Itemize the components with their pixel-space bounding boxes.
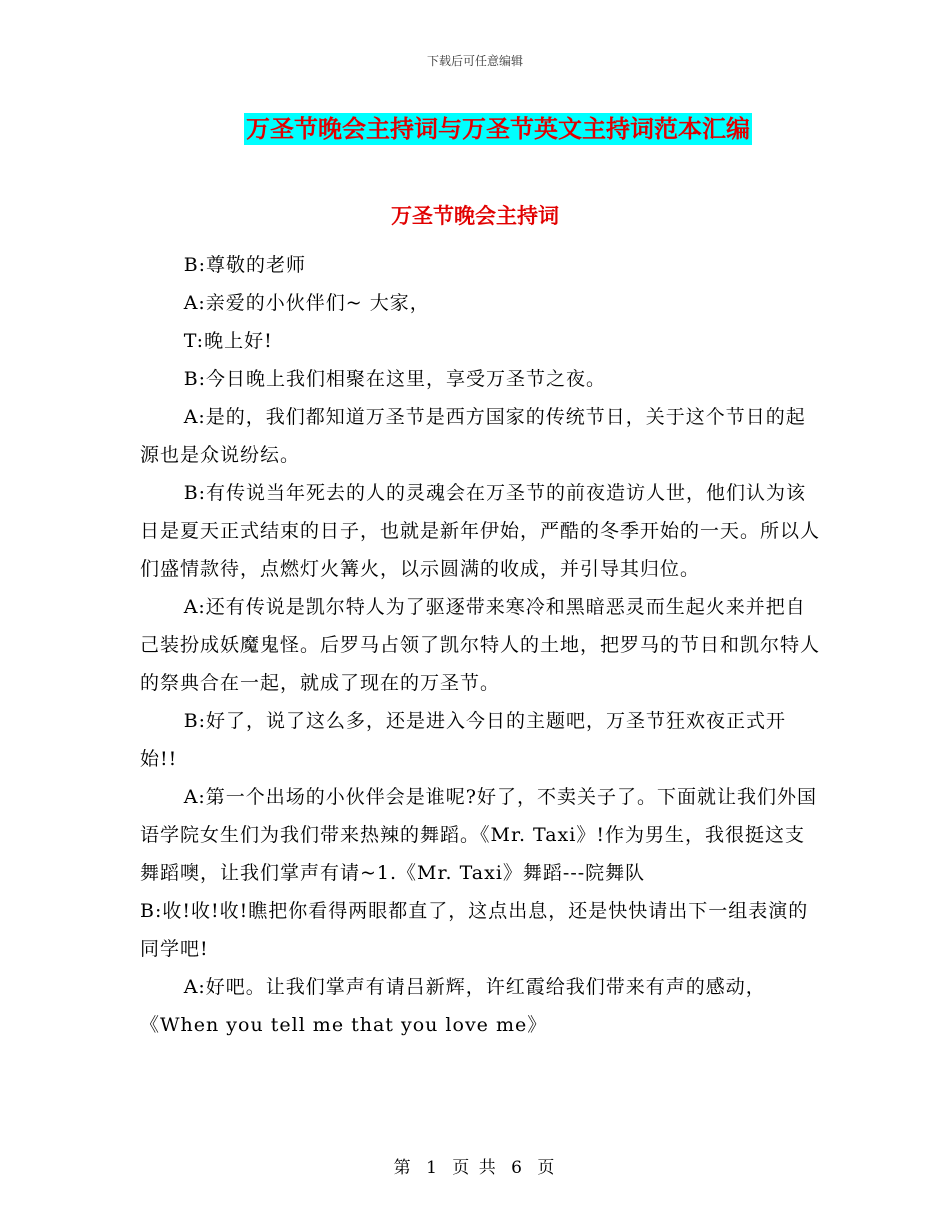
paragraph: A:还有传说是凯尔特人为了驱逐带来寒冷和黑暗恶灵而生起火来并把自己装扮成妖魔鬼怪。后罗马占领了凯尔特人的土地，把罗马的节日和凯尔特人的祭典合在一起，就成了现在的万圣节。 <box>140 596 821 694</box>
footer-suffix: 页 <box>537 1158 557 1178</box>
footer-prefix: 第 <box>393 1158 413 1178</box>
paragraph: T:晚上好! <box>183 330 273 352</box>
paragraph: A:是的，我们都知道万圣节是西方国家的传统节日，关于这个节日的起源也是众说纷纭。 <box>140 406 806 466</box>
header-note: 下载后可任意编辑 <box>426 54 523 68</box>
section-title: 万圣节晚会主持词 <box>391 203 559 228</box>
paragraph: B:好了，说了这么多，还是进入今日的主题吧，万圣节狂欢夜正式开始!! <box>140 710 787 770</box>
footer-page-number: 1 <box>426 1158 439 1178</box>
footer-mid: 页 共 <box>452 1158 498 1178</box>
page-footer <box>0 1153 950 1178</box>
paragraph: B:有传说当年死去的人的灵魂会在万圣节的前夜造访人世，他们认为该日是夏天正式结束的日子，也就是新年伊始，严酷的冬季开始的一天。所以人们盛情款待，点燃灯火篝火，以示圆满的收成，并引导其归位。 <box>140 482 821 580</box>
document-title-text: 万圣节晚会主持词与万圣节英文主持词范本汇编 <box>246 114 750 143</box>
footer-total-pages: 6 <box>511 1158 524 1178</box>
paragraph: A:亲爱的小伙伴们~ 大家， <box>183 292 430 314</box>
paragraph: A:好吧。让我们掌声有请吕新辉，许红霞给我们带来有声的感动，《When you tell me that you love me》 <box>140 976 766 1036</box>
paragraph: B:收!收!收!瞧把你看得两眼都直了，这点出息，还是快快请出下一组表演的同学吧! <box>140 900 809 960</box>
paragraph: A:第一个出场的小伙伴会是谁呢?好了，不卖关子了。下面就让我们外国语学院女生们为我们带来热辣的舞蹈。《Mr. Taxi》!作为男生，我很挺这支舞蹈噢，让我们掌声有请~1.《Mr. Taxi》舞蹈---院舞队 <box>140 786 817 884</box>
paragraph: B:今日晚上我们相聚在这里，享受万圣节之夜。 <box>183 368 607 390</box>
paragraph: B:尊敬的老师 <box>183 254 307 276</box>
document-body <box>140 246 820 1044</box>
document-title <box>0 113 950 145</box>
